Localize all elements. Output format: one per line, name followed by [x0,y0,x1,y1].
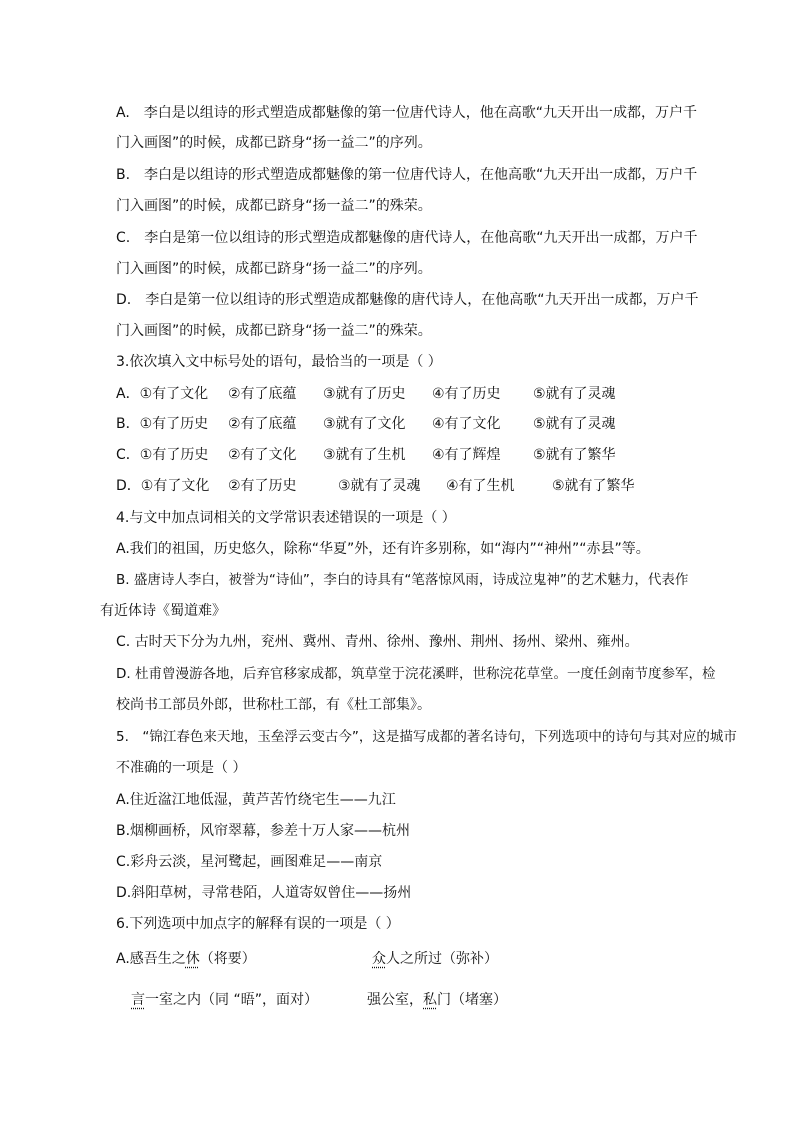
q3-c-5: ⑤就有了繁华 [533,447,616,463]
q6-row2-right-prefix: 强公室， [367,992,423,1008]
q2-option-b-line1: B. 李白是以组诗的形式塑造成都魅像的第一位唐代诗人，在他高歌“九天开出一成都，万户千 [116,167,698,183]
q2-option-d-line2: 门入画图”的时候，成都已跻身“扬一益二”的殊荣。 [116,323,432,339]
q3-c-4: ④有了辉煌 [432,447,501,463]
q6-a-left-prefix: A.感吾生之 [116,951,186,967]
q2-option-a-line2: 门入画图”的时候，成都已跻身“扬一益二”的序列。 [116,135,432,151]
q2-option-a-line1: A. 李白是以组诗的形式塑造成都魅像的第一位唐代诗人，他在高歌“九天开出一成都，万户千 [116,105,698,121]
q6-row2-left-dotted-char: 言 [131,992,145,1008]
q5-stem-line1: 5. “锦江春色来天地，玉垒浮云变古今”，这是描写成都的著名诗句，下列选项中的诗句与其对应的城市 [116,729,737,745]
q3-c-1: C．①有了历史 [116,447,209,463]
q5-option-b: B.烟柳画桥，风帘翠幕，参差十万人家——杭州 [116,823,411,839]
q3-d-2: ②有了历史 [228,478,297,494]
q6-a-right-suffix: 人之所过（弥补） [386,951,498,967]
q3-b-1: B．①有了历史 [116,416,209,432]
q6-option-a-right [372,949,498,969]
q3-a-3: ③就有了历史 [323,386,406,402]
q2-option-c-line1: C. 李白是第一位以组诗的形式塑造成都魅像的唐代诗人，在他高歌“九天开出一成都，万户千 [116,230,698,246]
q3-d-5: ⑤就有了繁华 [552,478,635,494]
q3-d-3: ③就有了灵魂 [338,478,421,494]
q3-b-3: ③就有了文化 [323,416,406,432]
q6-a-left-dotted-char: 休 [185,951,200,967]
q6-row2-right-dotted-char: 私 [423,992,437,1008]
q6-a-right-dotted-char: 众 [372,951,386,967]
q3-a-5: ⑤就有了灵魂 [533,386,616,402]
q2-option-c-line2: 门入画图”的时候，成都已跻身“扬一益二”的序列。 [116,261,432,277]
q5-option-d: D.斜阳草树，寻常巷陌，人道寄奴曾住——扬州 [116,885,412,901]
q3-a-4: ④有了历史 [432,386,501,402]
q4-option-c: C. 古时天下分为九州，兖州、冀州、青州、徐州、豫州、荆州、扬州、梁州、雍州。 [116,634,639,650]
q4-option-d-line1: D. 杜甫曾漫游各地，后弃官移家成都，筑草堂于浣花溪畔，世称浣花草堂。一度任剑南节度参军，检 [116,666,716,682]
q5-option-c: C.彩舟云淡，星河鹭起，画图难足——南京 [116,854,383,870]
q3-d-1: D．①有了文化 [116,478,210,494]
q4-option-d-line2: 校尚书工部员外郎，世称杜工部，有《杜工部集》。 [116,697,431,713]
q4-option-b-line1: B. 盛唐诗人李白，被誉为“诗仙”，李白的诗具有“笔落惊风雨，诗成泣鬼神”的艺术魅力，代表作 [116,572,689,588]
q6-option-row2-right [367,990,507,1010]
q4-option-a: A.我们的祖国，历史悠久，除称“华夏”外，还有许多别称，如“海内”“神州”“赤县”等。 [116,541,650,557]
q6-stem: 6.下列选项中加点字的解释有误的一项是（ ） [116,916,400,932]
q3-b-5: ⑤就有了灵魂 [533,416,616,432]
q3-b-4: ④有了文化 [432,416,501,432]
q6-option-row2-left [131,990,318,1010]
q3-c-3: ③就有了生机 [323,447,406,463]
q4-option-b-line2: 有近体诗《蜀道难》 [100,603,226,619]
q6-row2-right-suffix: 门（堵塞） [437,992,507,1008]
q3-a-2: ②有了底蕴 [228,386,297,402]
q3-c-2: ②有了文化 [228,447,297,463]
q5-option-a: A.住近湓江地低湿，黄芦苦竹绕宅生——九江 [116,792,396,808]
q6-row2-left-suffix: 一室之内（同 “晤”，面对） [145,992,318,1008]
q3-stem: 3.依次填入文中标号处的语句，最恰当的一项是（ ） [116,354,442,370]
q4-stem: 4.与文中加点词相关的文学常识表述错误的一项是（ ） [116,510,456,526]
q3-a-1: A．①有了文化 [116,386,209,402]
q3-d-4: ④有了生机 [446,478,515,494]
q2-option-b-line2: 门入画图”的时候，成都已跻身“扬一益二”的殊荣。 [116,198,432,214]
q6-option-a-left [116,949,256,969]
q2-option-d-line1: D. 李白是第一位以组诗的形式塑造成都魅像的唐代诗人，在他高歌“九天开出一成都，万户千 [116,292,699,308]
q3-b-2: ②有了底蕴 [228,416,297,432]
q5-stem-line2: 不准确的一项是（ ） [116,760,247,776]
q6-a-left-suffix: （将要） [199,951,256,967]
